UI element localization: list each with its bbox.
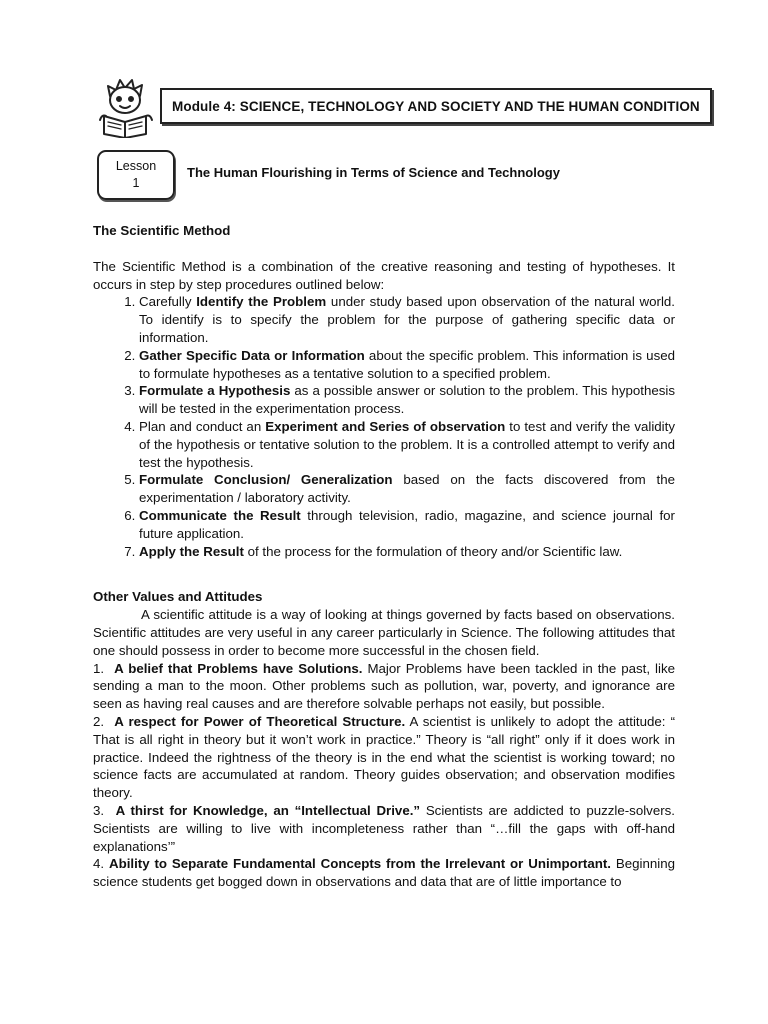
attitude-item: 1. A belief that Problems have Solutions. Major Problems have been tackled in the past, like sending a man to the moon. Other problems such as pollution, war, poverty, and ignorance are seen as having real causes and are therefore solvable perhaps not easily, but possible. — [93, 660, 675, 712]
document-body — [93, 222, 675, 891]
attitude-item: 4. Ability to Separate Fundamental Concepts from the Irrelevant or Unimportant. Beginning science students get bogged down in observations and data that are of little importance to — [93, 856, 675, 890]
list-item: 7. Apply the Result of the process for the formulation of theory and/or Scientific law. — [139, 543, 675, 561]
list-item: 5. Formulate Conclusion/ Generalization based on the facts discovered from the experimentation / laboratory activity. — [139, 471, 675, 507]
lesson-number: 1 — [132, 176, 140, 190]
attitude-item: 2. A respect for Power of Theoretical Structure. A scientist is unlikely to adopt the attitude: “ That is all right in theory but it won’t work in practice.” Theory is “all right” only if it does work in practice. Indeed the rightness of the theory is in the end what the scientist is working toward; no science facts are accumulated at random. Theory guides observation; and observation modifies theory. — [93, 713, 675, 801]
attitude-item: 3. A thirst for Knowledge, an “Intellectual Drive.” Scientists are addicted to puzzle-solvers. Scientists are willing to live with incompleteness rather than “…fill the gaps with off-hand explanations’” — [93, 802, 675, 854]
list-item: 6. Communicate the Result through television, radio, magazine, and science journal for future application. — [139, 507, 675, 543]
module-title: Module 4: SCIENCE, TECHNOLOGY AND SOCIETY AND THE HUMAN CONDITION — [172, 98, 700, 114]
module-title-box — [160, 88, 712, 124]
section-heading-scientific-method: The Scientific Method — [93, 223, 231, 238]
list-item: 3. Formulate a Hypothesis as a possible answer or solution to the problem. This hypothesis will be tested in the experimentation process. — [139, 382, 675, 418]
list-item: 2. Gather Specific Data or Information about the specific problem. This information is used to formulate hypotheses as a tentative solution to a specified problem. — [139, 347, 675, 383]
list-item: 4. Plan and conduct an Experiment and Series of observation to test and verify the validity of the hypothesis or tentative solution to the problem. It is a controlled attempt to verify and test the hypothesis. — [139, 418, 675, 471]
reading-child-icon — [96, 76, 156, 138]
values-attitudes-intro: A scientific attitude is a way of looking at things governed by facts based on observations. Scientific attitudes are very useful in any career particularly in Science. The following attitudes that one should possess in order to become more successful in the chosen field. — [93, 607, 675, 658]
method-steps-list — [93, 293, 675, 560]
lesson-label: Lesson — [115, 159, 157, 173]
scientific-method-intro: The Scientific Method is a combination of the creative reasoning and testing of hypotheses. It occurs in step by step procedures outlined below: — [93, 258, 675, 292]
lesson-badge — [97, 150, 175, 200]
list-item: 1. Carefully Identify the Problem under study based upon observation of the natural world. To identify is to specify the problem for the purpose of gathering specific data or information. — [139, 293, 675, 346]
lesson-title: The Human Flourishing in Terms of Science and Technology — [187, 165, 560, 180]
section-heading-values-attitudes: Other Values and Attitudes — [93, 589, 263, 605]
